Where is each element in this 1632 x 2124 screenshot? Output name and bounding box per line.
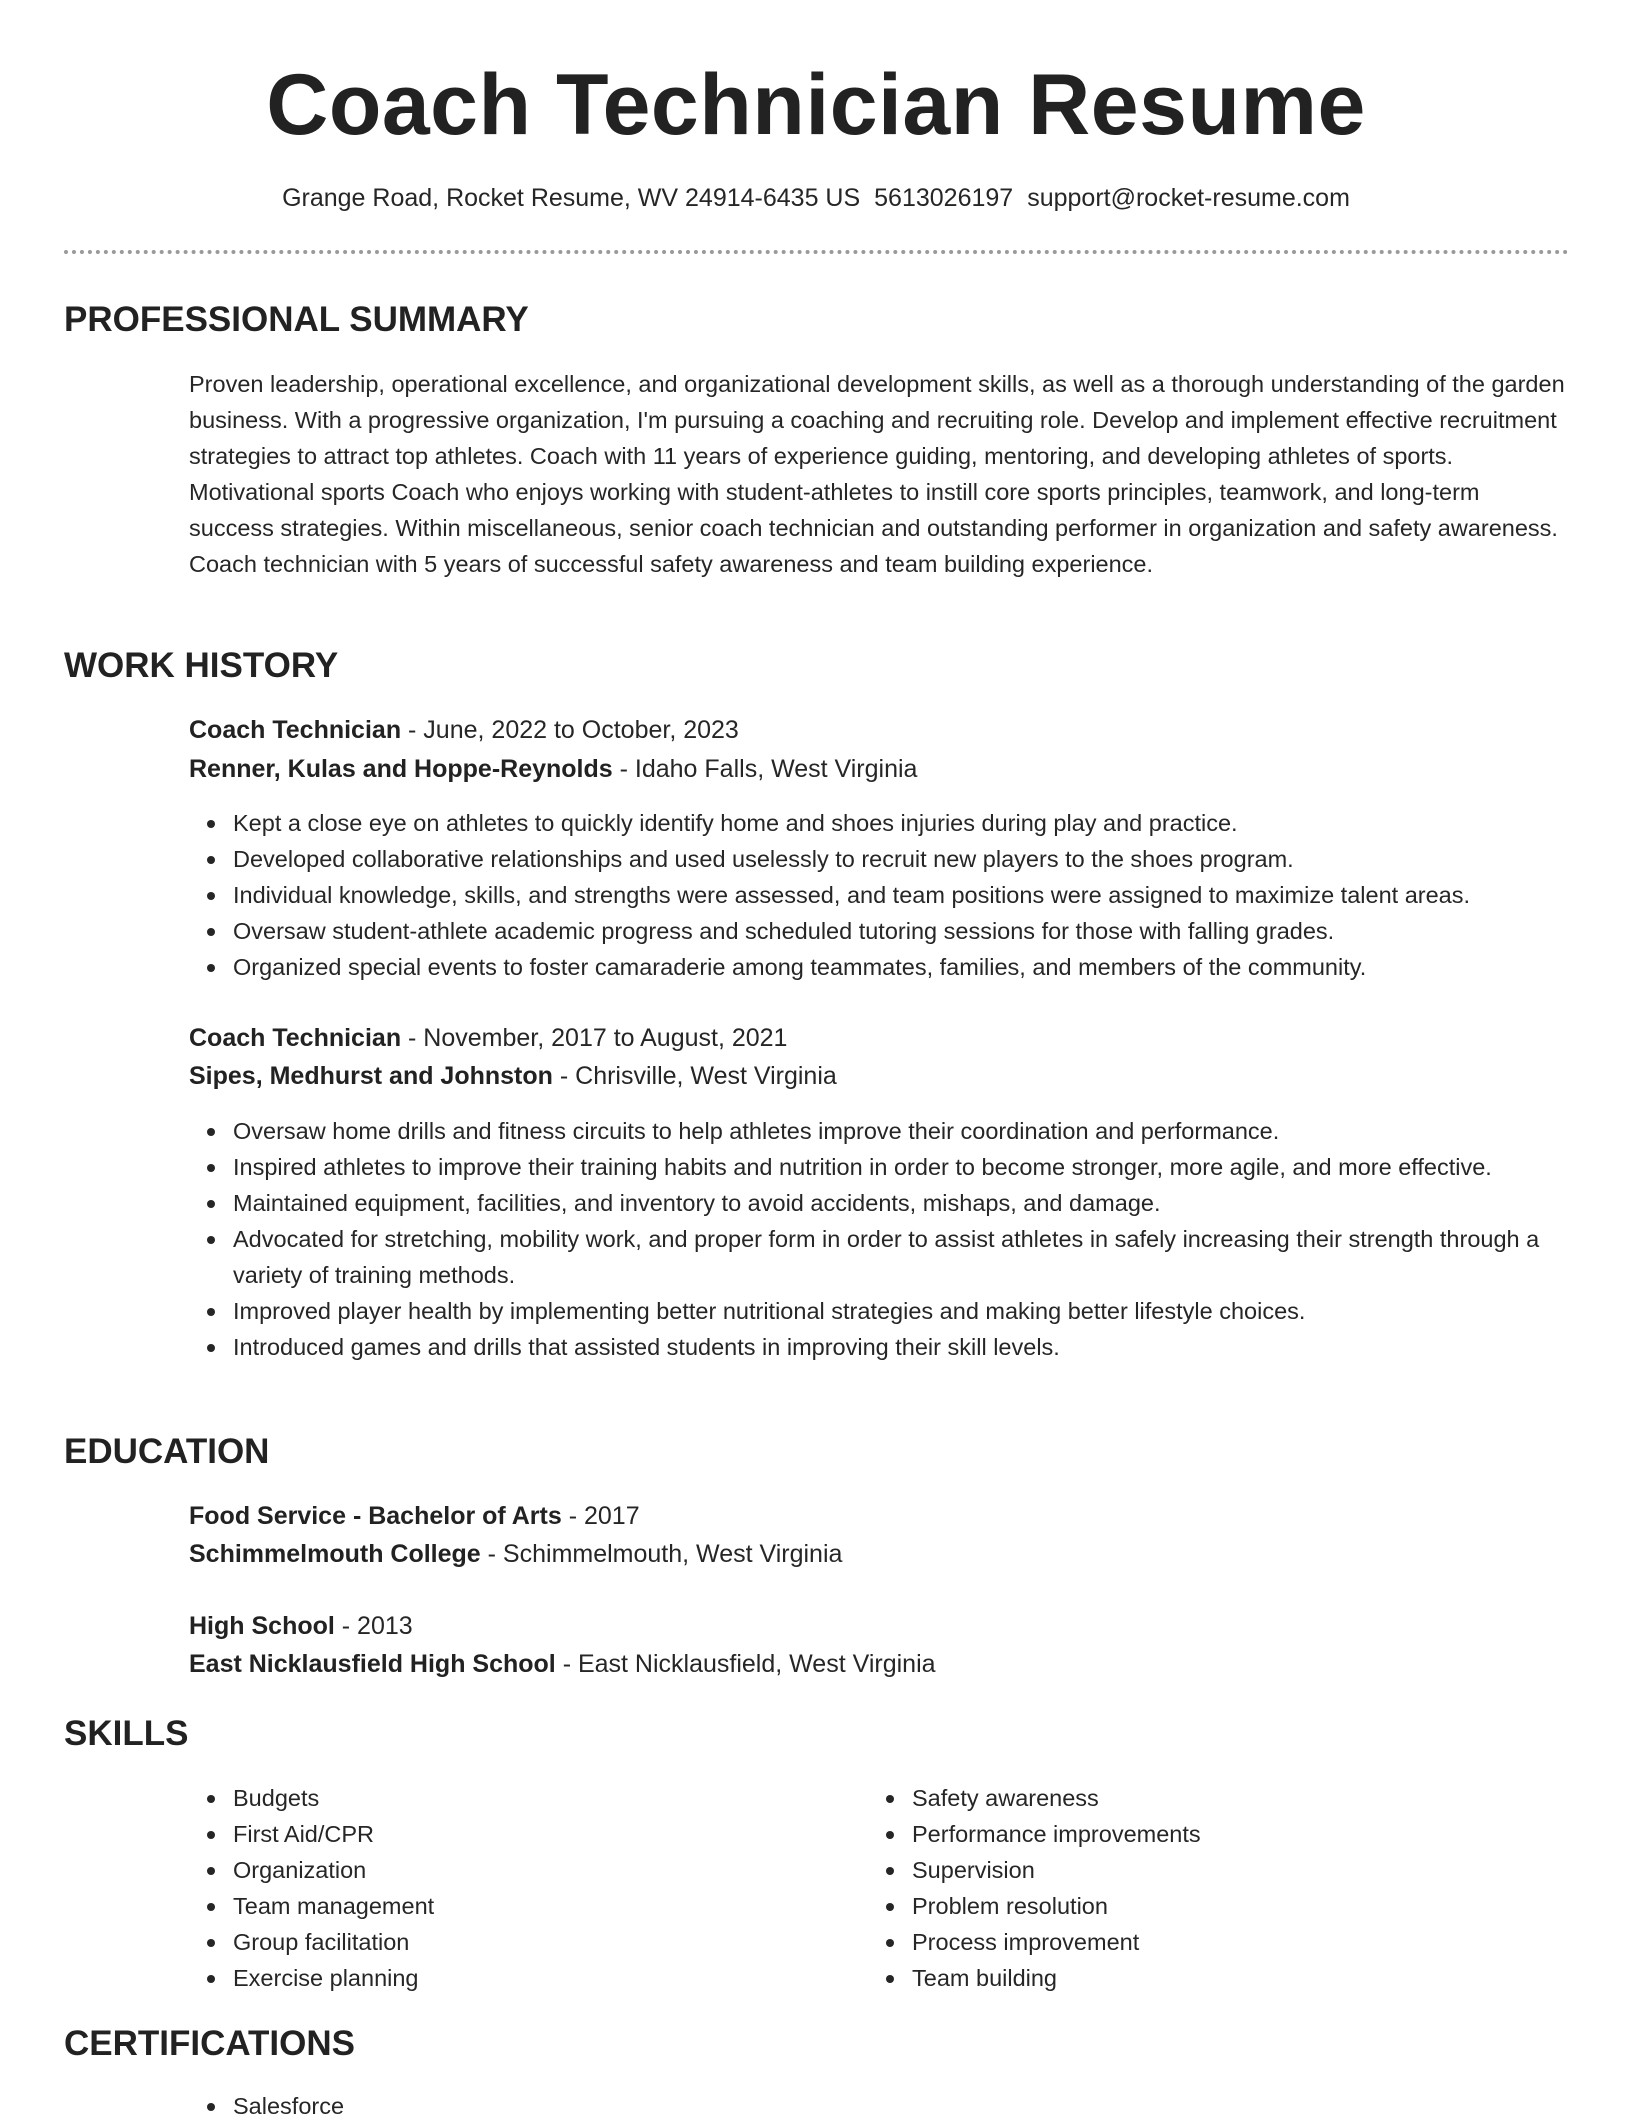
skills-column-right xyxy=(868,1780,1508,1996)
education-1-year: - 2017 xyxy=(561,1502,640,1530)
list-item: Individual knowledge, skills, and strengths were assessed, and team positions were assigned to maximize talent areas. xyxy=(233,877,1613,913)
list-item: Budgets xyxy=(233,1780,829,1816)
list-item: Advocated for stretching, mobility work, and proper form in order to assist athletes in safely increasing their strength through a variety of training methods. xyxy=(233,1221,1613,1293)
list-item: Organization xyxy=(233,1852,829,1888)
job-1-company-line xyxy=(189,751,917,787)
list-item: Inspired athletes to improve their training habits and nutrition in order to become stronger, more agile, and more effective. xyxy=(233,1149,1613,1185)
section-title-certifications: CERTIFICATIONS xyxy=(64,2024,356,2063)
education-1-degree-line xyxy=(189,1498,640,1534)
education-1-degree: Food Service - Bachelor of Arts xyxy=(189,1502,562,1530)
section-title-education: EDUCATION xyxy=(64,1432,270,1471)
job-1-bullets xyxy=(189,805,1613,985)
list-item: Developed collaborative relationships and used uselessly to recruit new players to the shoes program. xyxy=(233,841,1613,877)
skills-column-left xyxy=(189,1780,829,1996)
job-1-location: - Idaho Falls, West Virginia xyxy=(612,755,918,783)
list-item: Group facilitation xyxy=(233,1924,829,1960)
job-2-bullets xyxy=(189,1113,1613,1365)
job-2-company: Sipes, Medhurst and Johnston xyxy=(189,1062,553,1090)
education-2-degree-line xyxy=(189,1608,413,1644)
summary-text: Proven leadership, operational excellence, and organizational development skills, as well as a thorough understanding of the garden business. With a progressive organization, I'm pursuing a coaching and recruiting role. Develop and implement effective recruitment strategies to attract top athletes. Coach with 11 years of experience guiding, mentoring, and developing athletes of sports. Motivational sports Coach who enjoys working with student-athletes to instill core sports principles, teamwork, and long-term success strategies. Within miscellaneous, senior coach technician and outstanding performer in organization and safety awareness. Coach technician with 5 years of successful safety awareness and team building experience. xyxy=(189,371,1565,577)
list-item: Organized special events to foster camaraderie among teammates, families, and members of the community. xyxy=(233,949,1613,985)
job-2-company-line xyxy=(189,1058,837,1094)
list-item: Improved player health by implementing better nutritional strategies and making better lifestyle choices. xyxy=(233,1293,1613,1329)
job-1-dates: - June, 2022 to October, 2023 xyxy=(401,716,739,744)
contact-email: support@rocket-resume.com xyxy=(1027,184,1350,212)
list-item: Exercise planning xyxy=(233,1960,829,1996)
list-item: Team building xyxy=(912,1960,1508,1996)
list-item: Supervision xyxy=(912,1852,1508,1888)
section-title-summary: PROFESSIONAL SUMMARY xyxy=(64,300,529,339)
skills-list-right xyxy=(868,1780,1508,1996)
job-2-title-line xyxy=(189,1020,787,1056)
list-item: Kept a close eye on athletes to quickly identify home and shoes injuries during play and practice. xyxy=(233,805,1613,841)
contact-phone: 5613026197 xyxy=(874,184,1014,212)
job-2-dates: - November, 2017 to August, 2021 xyxy=(401,1024,788,1052)
list-item: Problem resolution xyxy=(912,1888,1508,1924)
contact-address: Grange Road, Rocket Resume, WV 24914-6435 US xyxy=(282,184,861,212)
certifications-list xyxy=(189,2088,1613,2124)
education-1-location: - Schimmelmouth, West Virginia xyxy=(480,1540,843,1568)
list-item: Process improvement xyxy=(912,1924,1508,1960)
header-divider xyxy=(64,250,1569,254)
list-item: Safety awareness xyxy=(912,1780,1508,1816)
education-2-school: East Nicklausfield High School xyxy=(189,1650,556,1678)
job-2-location: - Chrisville, West Virginia xyxy=(552,1062,837,1090)
resume-title: Coach Technician Resume xyxy=(266,57,1366,153)
education-2-year: - 2013 xyxy=(334,1612,413,1640)
list-item: Salesforce xyxy=(233,2088,1613,2124)
job-2-role: Coach Technician xyxy=(189,1024,402,1052)
education-1-school: Schimmelmouth College xyxy=(189,1540,481,1568)
list-item: First Aid/CPR xyxy=(233,1816,829,1852)
contact-line xyxy=(0,180,1632,216)
list-item: Introduced games and drills that assisted students in improving their skill levels. xyxy=(233,1329,1613,1365)
education-2-location: - East Nicklausfield, West Virginia xyxy=(555,1650,936,1678)
section-title-work-history: WORK HISTORY xyxy=(64,646,339,685)
job-1-role: Coach Technician xyxy=(189,716,402,744)
list-item: Oversaw home drills and fitness circuits to help athletes improve their coordination and performance. xyxy=(233,1113,1613,1149)
job-1-title-line xyxy=(189,712,739,748)
list-item: Team management xyxy=(233,1888,829,1924)
education-2-school-line xyxy=(189,1646,936,1682)
job-1-company: Renner, Kulas and Hoppe-Reynolds xyxy=(189,755,613,783)
list-item: Performance improvements xyxy=(912,1816,1508,1852)
section-title-skills: SKILLS xyxy=(64,1714,189,1753)
skills-list-left xyxy=(189,1780,829,1996)
education-2-degree: High School xyxy=(189,1612,335,1640)
list-item: Maintained equipment, facilities, and inventory to avoid accidents, mishaps, and damage. xyxy=(233,1185,1613,1221)
list-item: Oversaw student-athlete academic progress and scheduled tutoring sessions for those with falling grades. xyxy=(233,913,1613,949)
education-1-school-line xyxy=(189,1536,842,1572)
